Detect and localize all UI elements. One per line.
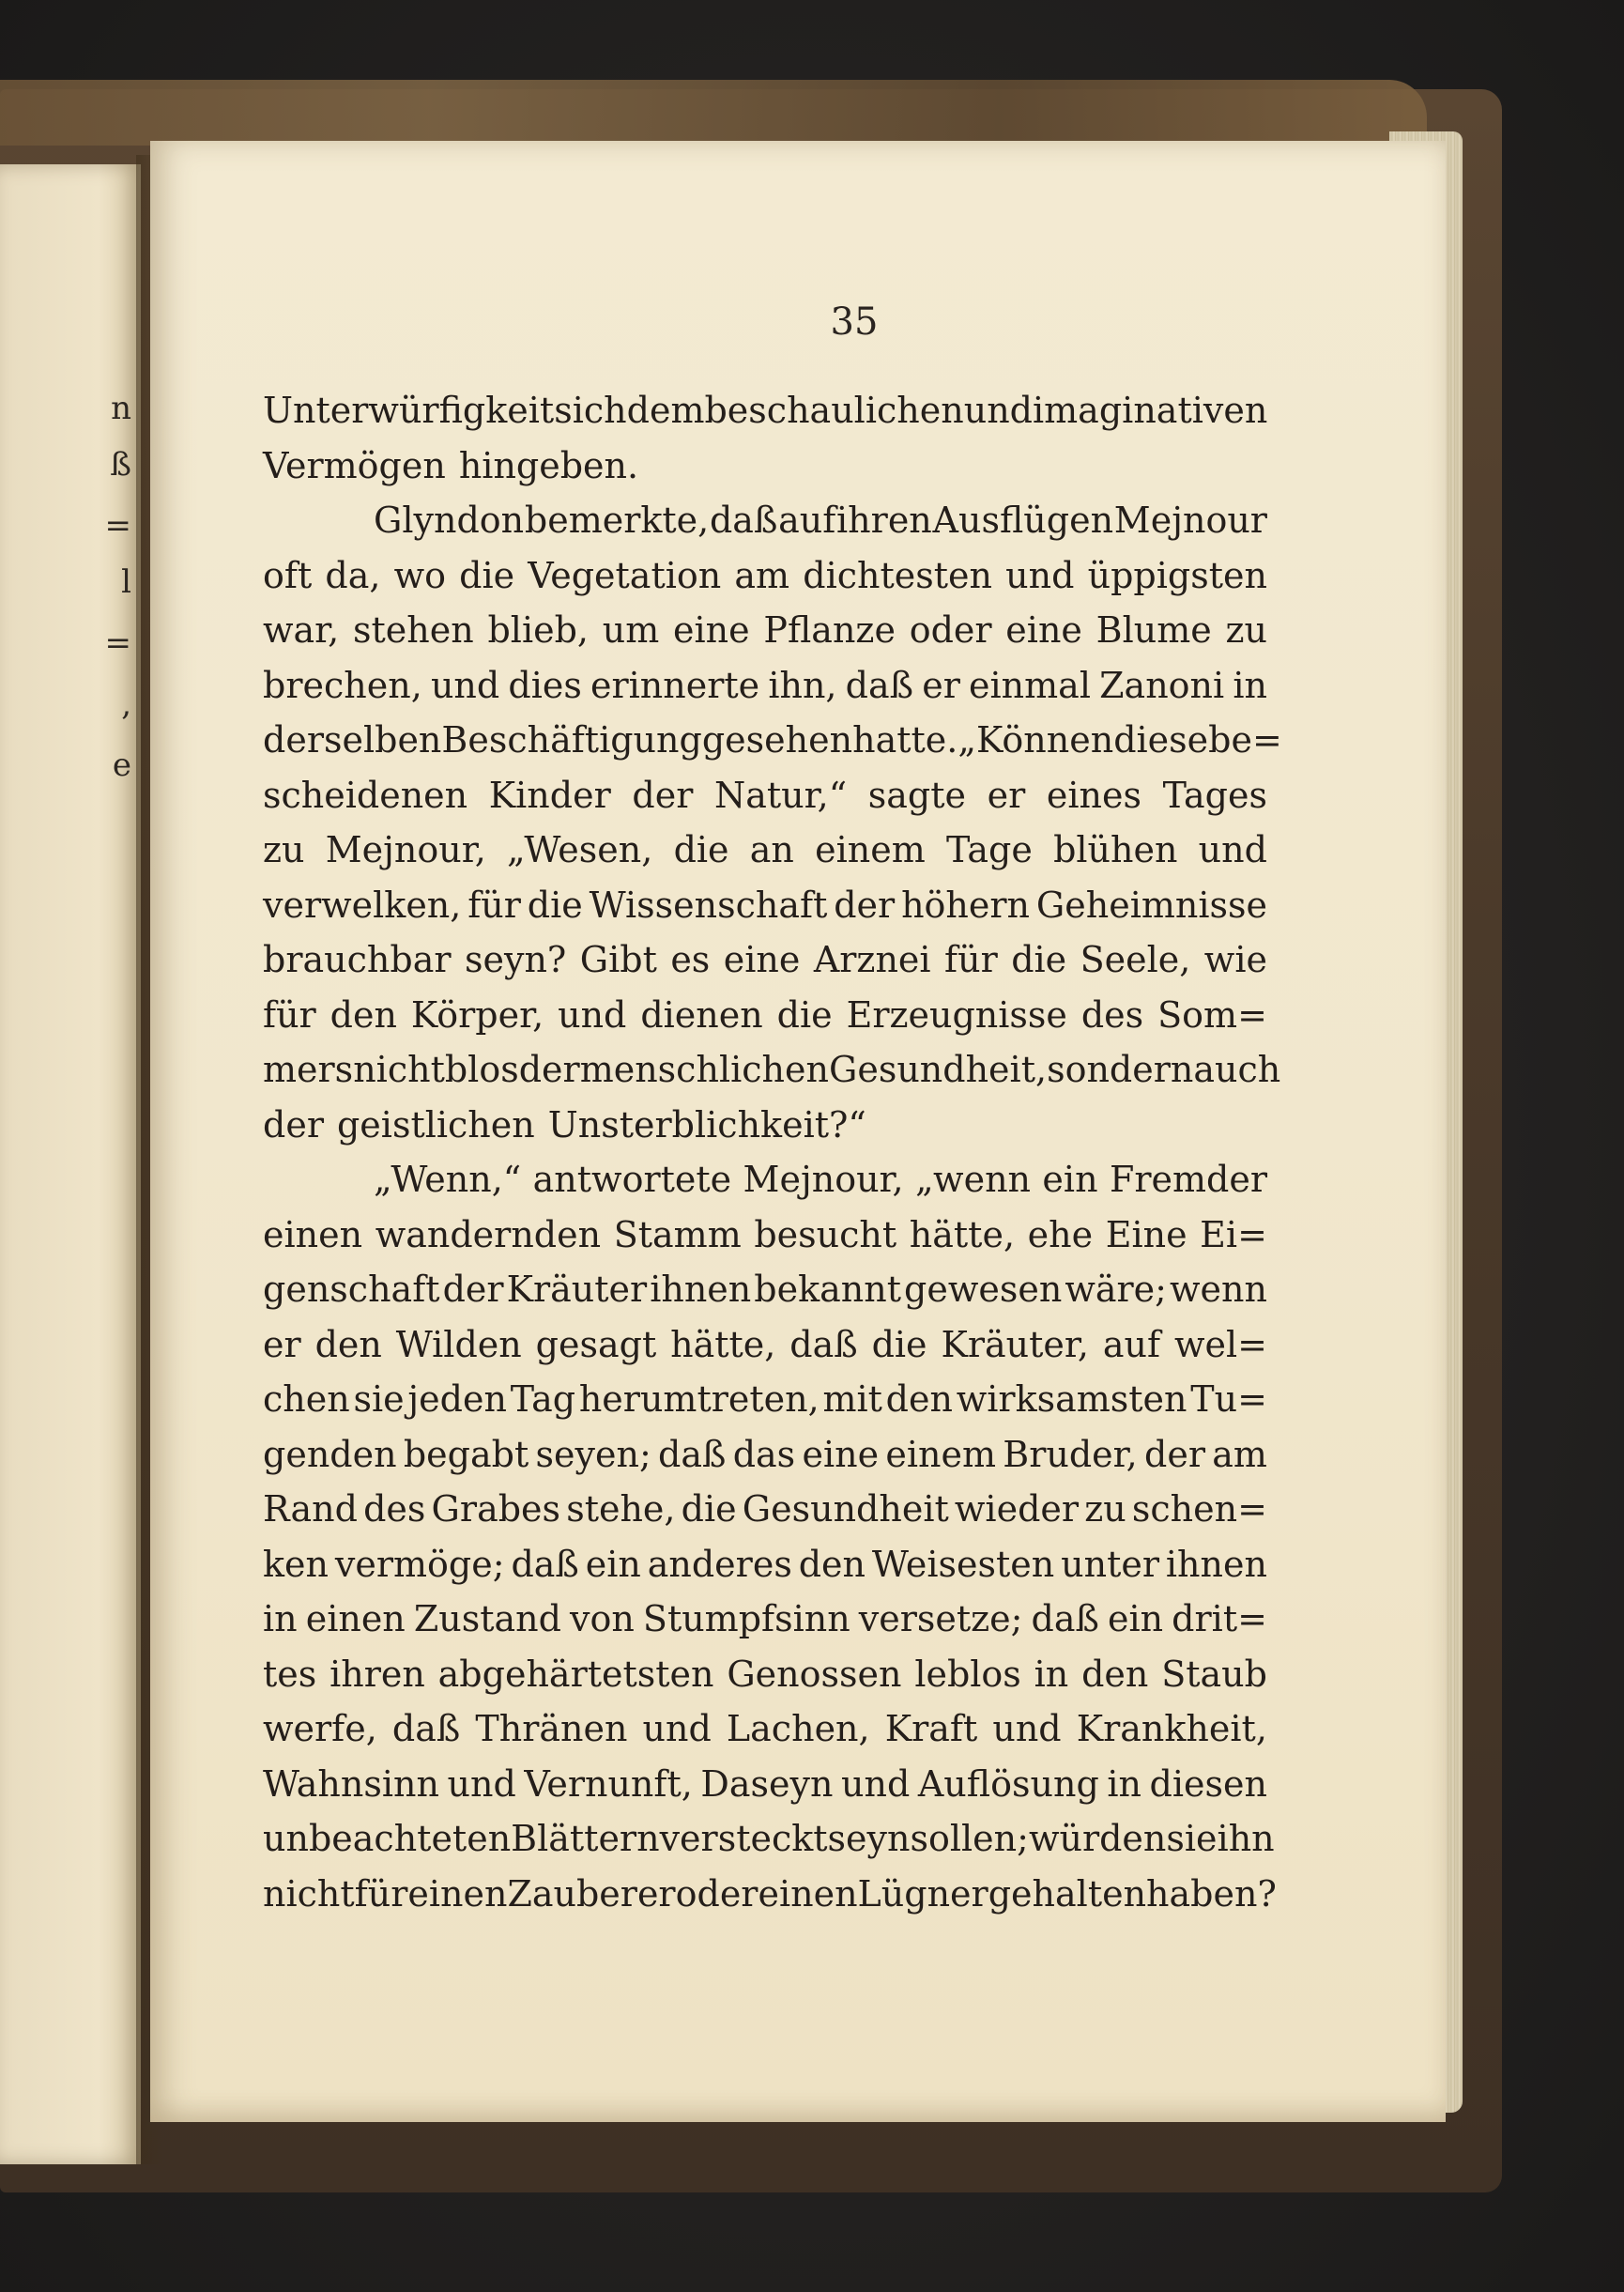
- word: seyn: [827, 1818, 911, 1859]
- word: war,: [263, 609, 340, 651]
- word: wie: [1203, 939, 1267, 980]
- word: mers: [263, 1049, 354, 1090]
- word: eine: [1005, 609, 1082, 651]
- word: er: [263, 1323, 301, 1365]
- word: dem: [626, 390, 705, 431]
- word: gewesen: [904, 1269, 1063, 1310]
- word: Ei=: [1200, 1213, 1267, 1255]
- word: Unsterblichkeit?“: [547, 1103, 866, 1146]
- left-page-fragment: ,: [121, 685, 131, 723]
- word: haben?: [1146, 1872, 1277, 1915]
- word: blos: [444, 1049, 519, 1090]
- word: einem: [885, 1433, 996, 1475]
- word: ihnen: [650, 1269, 752, 1310]
- text-line: [263, 658, 1267, 714]
- word: Blättern: [511, 1818, 660, 1859]
- word: Erzeugnisse: [846, 993, 1067, 1036]
- word: einen: [263, 1213, 363, 1255]
- word: und: [963, 390, 1033, 431]
- word: den: [798, 1543, 866, 1585]
- word: Stumpfsinn: [642, 1598, 850, 1639]
- text-line: [263, 1042, 1281, 1098]
- word: genden: [263, 1433, 397, 1475]
- text-line: [263, 713, 1282, 768]
- word: Weisesten: [871, 1543, 1055, 1585]
- word: derselben: [263, 719, 442, 761]
- word: daß: [658, 1433, 727, 1475]
- word: Mejnour,: [325, 829, 486, 870]
- text-line: [263, 1372, 1267, 1427]
- word: unter: [1061, 1543, 1159, 1585]
- text-line: [263, 823, 1267, 878]
- word: auf: [1102, 1323, 1161, 1365]
- word: Kräuter,: [941, 1323, 1089, 1365]
- word: Staub: [1161, 1653, 1267, 1695]
- left-page-fragment: l: [121, 563, 131, 601]
- word: wo: [393, 554, 446, 596]
- left-page-fragment: =: [104, 507, 131, 545]
- word: mit: [822, 1378, 882, 1420]
- text-line: [263, 1592, 1267, 1647]
- word: blieb,: [487, 609, 589, 651]
- word: des: [1080, 993, 1144, 1036]
- word: Arznei: [813, 939, 931, 980]
- text-line: [263, 1317, 1267, 1373]
- word: auf: [778, 500, 836, 541]
- text-line: [263, 1208, 1267, 1263]
- word: ken: [263, 1543, 329, 1585]
- word: daß: [1031, 1598, 1099, 1639]
- text-line: [263, 1098, 1267, 1153]
- word: um: [602, 609, 660, 651]
- right-page: [150, 141, 1446, 2122]
- text-line: [263, 1427, 1267, 1483]
- word: für: [263, 993, 316, 1036]
- word: Gesundheit,: [828, 1049, 1048, 1090]
- word: daß: [789, 1323, 858, 1365]
- word: vermöge;: [334, 1543, 505, 1585]
- word: und: [447, 1762, 516, 1805]
- word: Som=: [1157, 993, 1267, 1036]
- word: abgehärtetsten: [437, 1653, 714, 1695]
- word: einen: [305, 1598, 406, 1639]
- word: wäre;: [1065, 1269, 1167, 1310]
- word: ihren: [836, 500, 932, 541]
- text-line: [263, 1647, 1267, 1702]
- text-line: [263, 1262, 1267, 1317]
- word: daß: [511, 1543, 579, 1585]
- word: und: [1005, 554, 1075, 596]
- word: in: [263, 1598, 298, 1639]
- text-line: [263, 438, 1267, 494]
- word: zu: [1084, 1488, 1126, 1530]
- text-line: [263, 768, 1267, 823]
- word: der: [632, 774, 694, 816]
- text-line: [263, 1867, 1277, 1922]
- word: auch: [1193, 1049, 1281, 1090]
- text-line: [263, 932, 1267, 988]
- text-line: [263, 383, 1267, 438]
- word: Eine: [1105, 1213, 1187, 1255]
- word: oft: [263, 554, 313, 596]
- word: in: [1034, 1653, 1069, 1695]
- word: chen: [263, 1378, 350, 1420]
- word: Daseyn: [700, 1762, 834, 1805]
- word: er: [987, 774, 1026, 816]
- text-line: [263, 603, 1267, 658]
- word: herumtreten,: [578, 1378, 820, 1420]
- word: leblos: [914, 1653, 1021, 1695]
- word: die: [871, 1323, 927, 1365]
- word: sich: [554, 390, 627, 431]
- word: anderes: [647, 1543, 792, 1585]
- word: der: [263, 1103, 324, 1146]
- word: menschlichen: [579, 1049, 829, 1090]
- word: und: [1198, 829, 1267, 870]
- left-page-fragment: e: [112, 746, 131, 784]
- text-line: [263, 1757, 1267, 1812]
- word: nicht: [263, 1872, 355, 1915]
- word: der: [1144, 1433, 1205, 1475]
- word: „Wenn,“: [374, 1159, 522, 1200]
- word: wandernden: [375, 1213, 602, 1255]
- word: einen: [407, 1872, 508, 1915]
- word: für: [944, 939, 998, 980]
- word: an: [749, 829, 794, 870]
- word: für: [467, 884, 521, 926]
- word: des: [363, 1488, 426, 1530]
- word: den: [329, 993, 397, 1036]
- word: drit=: [1172, 1598, 1267, 1639]
- text-line: [263, 988, 1267, 1043]
- left-page-fragment: n: [111, 390, 131, 427]
- word: Tages: [1162, 774, 1267, 816]
- word: ihren: [329, 1653, 425, 1695]
- left-page-fragment: ß: [110, 446, 131, 484]
- word: bemerkte,: [524, 500, 710, 541]
- text-line: [263, 878, 1267, 933]
- word: Mejnour,: [743, 1159, 904, 1200]
- text-line: [263, 493, 1267, 548]
- word: nicht: [353, 1049, 445, 1090]
- word: wirksamsten: [956, 1378, 1187, 1420]
- word: be=: [1208, 719, 1282, 761]
- word: ein: [585, 1543, 641, 1585]
- word: Rand: [263, 1488, 358, 1530]
- word: daß: [391, 1708, 461, 1749]
- word: diese: [1113, 719, 1209, 761]
- word: dies: [508, 664, 582, 706]
- word: Ausflügen: [932, 500, 1114, 541]
- word: diesen: [1149, 1762, 1267, 1805]
- word: von: [570, 1598, 635, 1639]
- word: in: [1233, 664, 1267, 706]
- word: daß: [845, 664, 914, 706]
- word: Kraft: [884, 1708, 978, 1749]
- word: Thränen: [475, 1708, 628, 1749]
- word: Bruder,: [1003, 1433, 1138, 1475]
- word: sondern: [1047, 1049, 1194, 1090]
- word: blühen: [1053, 829, 1178, 870]
- word: Wilden: [395, 1323, 522, 1365]
- word: und: [841, 1762, 911, 1805]
- body-text: [263, 383, 1282, 1921]
- word: und: [558, 993, 627, 1036]
- book-cover-top-edge: [0, 80, 1427, 146]
- word: Vermögen: [263, 444, 446, 486]
- word: dienen: [640, 993, 763, 1036]
- text-line: [263, 548, 1267, 604]
- word: ihnen: [1165, 1543, 1267, 1585]
- word: wenn: [1169, 1269, 1267, 1310]
- word: dichtesten: [803, 554, 992, 596]
- word: Zauberer: [507, 1872, 676, 1915]
- word: erinnerte: [590, 664, 760, 706]
- word: gesagt: [535, 1323, 657, 1365]
- text-line: [263, 1537, 1267, 1592]
- word: Glyndon: [374, 500, 525, 541]
- word: jeden: [407, 1378, 507, 1420]
- word: der: [442, 1269, 504, 1310]
- word: eine: [673, 609, 750, 651]
- word: Wahnsinn: [263, 1762, 439, 1805]
- word: und: [642, 1708, 712, 1749]
- word: Tag: [510, 1378, 576, 1420]
- left-page-fragment: =: [104, 624, 131, 662]
- word: bekannt: [754, 1269, 901, 1310]
- word: hingeben.: [458, 444, 639, 486]
- word: scheidenen: [263, 774, 468, 816]
- word: Kinder: [488, 774, 611, 816]
- word: seyen;: [535, 1433, 651, 1475]
- word: einem: [815, 829, 926, 870]
- word: Fremder: [1109, 1159, 1267, 1200]
- word: Mejnour: [1113, 500, 1267, 541]
- word: würden: [1028, 1818, 1167, 1859]
- word: Auflösung: [917, 1762, 1099, 1805]
- word: den: [885, 1378, 953, 1420]
- word: sie: [353, 1378, 405, 1420]
- word: Wissenschaft: [589, 884, 828, 926]
- word: „Können: [958, 719, 1114, 761]
- word: „wenn: [915, 1159, 1032, 1200]
- word: Körper,: [410, 993, 544, 1036]
- word: Pflanze: [763, 609, 896, 651]
- word: geistlichen: [336, 1103, 535, 1146]
- word: stehen: [353, 609, 474, 651]
- word: Gibt: [579, 939, 657, 980]
- word: die: [1011, 939, 1067, 980]
- word: seyn?: [464, 939, 567, 980]
- word: besucht: [754, 1213, 897, 1255]
- word: der: [834, 884, 896, 926]
- word: die: [673, 829, 729, 870]
- word: wieder: [954, 1488, 1080, 1530]
- word: oder: [675, 1872, 758, 1915]
- word: in: [1107, 1762, 1141, 1805]
- word: das: [732, 1433, 796, 1475]
- word: stehe,: [566, 1488, 676, 1530]
- word: werfe,: [263, 1708, 377, 1749]
- word: üppigsten: [1087, 554, 1267, 596]
- word: gehalten: [988, 1872, 1147, 1915]
- word: ihn: [1217, 1818, 1275, 1859]
- page-number: 35: [830, 300, 879, 344]
- word: Tage: [945, 829, 1033, 870]
- word: eine: [802, 1433, 880, 1475]
- word: brauchbar: [263, 939, 452, 980]
- word: Genossen: [727, 1653, 902, 1695]
- word: am: [734, 554, 790, 596]
- word: imaginativen: [1033, 390, 1268, 431]
- word: die: [681, 1488, 737, 1530]
- word: die: [776, 993, 833, 1036]
- word: Vernunft,: [524, 1762, 693, 1805]
- word: Gesundheit: [742, 1488, 949, 1530]
- word: Unterwürfigkeit: [263, 390, 555, 431]
- word: für: [354, 1872, 408, 1915]
- word: einen: [758, 1872, 858, 1915]
- word: hätte,: [670, 1323, 776, 1365]
- word: schen=: [1131, 1488, 1267, 1530]
- word: da,: [325, 554, 381, 596]
- word: und: [430, 664, 500, 706]
- word: Lachen,: [726, 1708, 870, 1749]
- text-line: [263, 1811, 1275, 1867]
- word: begabt: [403, 1433, 529, 1475]
- word: der: [518, 1049, 580, 1090]
- word: die: [527, 884, 583, 926]
- word: hatte.: [852, 719, 958, 761]
- text-line: [263, 1152, 1267, 1208]
- word: Zustand: [413, 1598, 561, 1639]
- word: tes: [263, 1653, 317, 1695]
- word: einmal: [969, 664, 1091, 706]
- word: unbeachteten: [263, 1818, 512, 1859]
- word: genschaft: [263, 1269, 440, 1310]
- word: brechen,: [263, 664, 422, 706]
- word: es: [670, 939, 711, 980]
- word: hätte,: [909, 1213, 1016, 1255]
- word: gesehen: [701, 719, 853, 761]
- word: sie: [1166, 1818, 1218, 1859]
- word: zu: [263, 829, 305, 870]
- word: Grabes: [431, 1488, 561, 1530]
- word: ein: [1042, 1159, 1098, 1200]
- word: und: [992, 1708, 1062, 1749]
- word: oder: [909, 609, 992, 651]
- word: ihn,: [768, 664, 837, 706]
- word: Stamm: [613, 1213, 742, 1255]
- word: antwortete: [532, 1159, 732, 1200]
- word: eines: [1046, 774, 1141, 816]
- word: Zanoni: [1099, 664, 1225, 706]
- word: ehe: [1027, 1213, 1094, 1255]
- word: Geheimnisse: [1035, 884, 1267, 926]
- word: versteckt: [659, 1818, 828, 1859]
- word: Natur,“: [713, 774, 848, 816]
- word: zu: [1225, 609, 1267, 651]
- word: höhern: [901, 884, 1031, 926]
- word: „Wesen,: [507, 829, 653, 870]
- word: ein: [1107, 1598, 1164, 1639]
- word: Blume: [1095, 609, 1212, 651]
- word: eine: [723, 939, 801, 980]
- word: Krankheit,: [1076, 1708, 1267, 1749]
- word: daß: [709, 500, 778, 541]
- word: am: [1212, 1433, 1267, 1475]
- word: sagte: [867, 774, 966, 816]
- text-line: [263, 1482, 1267, 1537]
- word: die: [459, 554, 515, 596]
- word: Seele,: [1080, 939, 1191, 980]
- word: Vegetation: [528, 554, 722, 596]
- word: den: [314, 1323, 382, 1365]
- word: wel=: [1173, 1323, 1267, 1365]
- word: den: [1081, 1653, 1149, 1695]
- word: beschaulichen: [704, 390, 964, 431]
- word: versetze;: [858, 1598, 1023, 1639]
- word: Tu=: [1190, 1378, 1267, 1420]
- left-page: [0, 164, 141, 2164]
- text-line: [263, 1701, 1267, 1757]
- word: sollen;: [910, 1818, 1029, 1859]
- word: Kräuter: [506, 1269, 648, 1310]
- word: verwelken,: [263, 884, 462, 926]
- word: Lügner: [857, 1872, 988, 1915]
- word: Beschäftigung: [441, 719, 702, 761]
- word: er: [922, 664, 960, 706]
